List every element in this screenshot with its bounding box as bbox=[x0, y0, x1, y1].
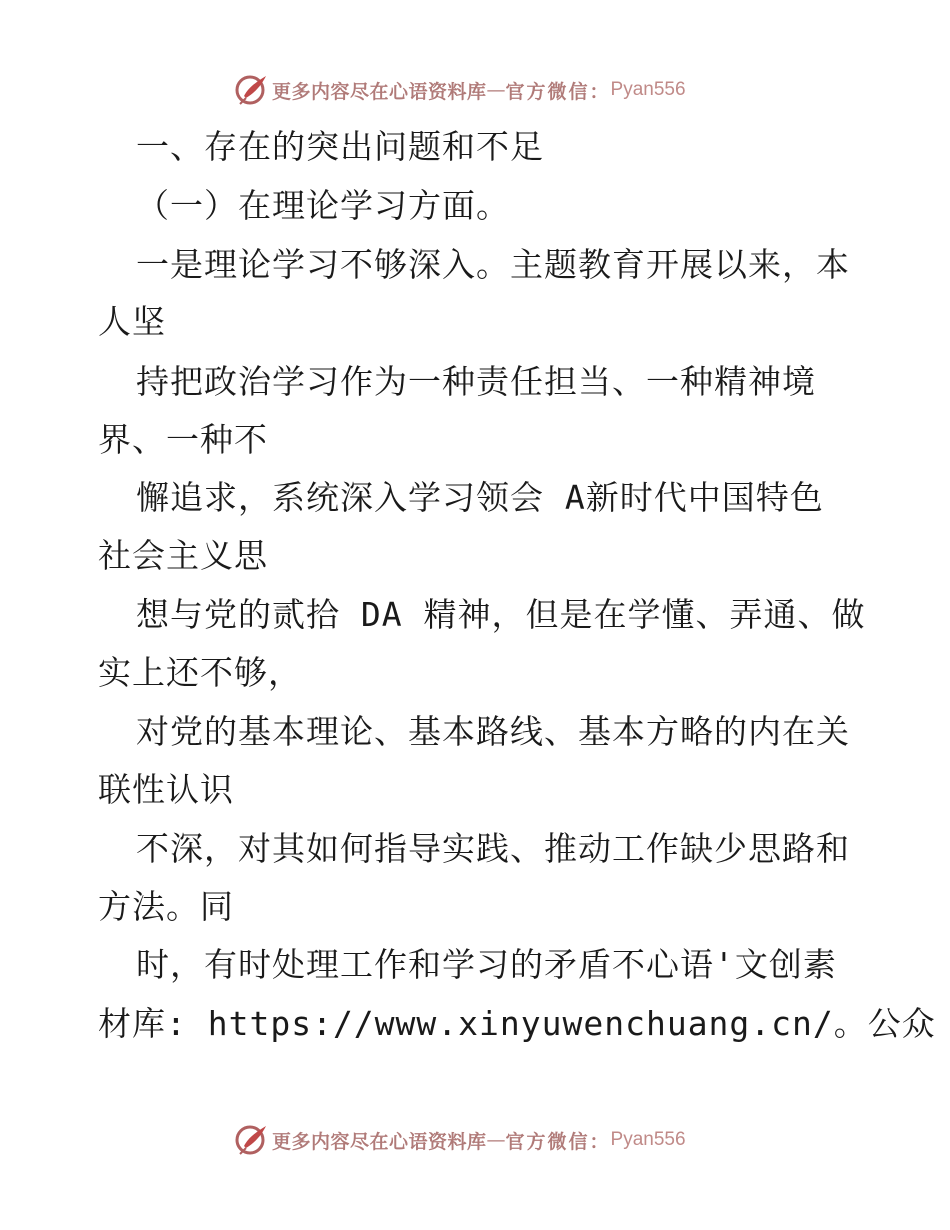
paragraph-line: 实上还不够， bbox=[98, 653, 302, 692]
paragraph-line: 想与党的贰拾 DA 精神，但是在学懂、弄通、做 bbox=[136, 595, 866, 634]
subsection-heading: （一）在理论学习方面。 bbox=[136, 186, 510, 225]
watermark-site-text: 更多内容尽在心语资料库 bbox=[272, 80, 487, 103]
watermark-separator: — bbox=[486, 1129, 506, 1151]
watermark-separator: — bbox=[486, 79, 506, 101]
feather-quill-icon bbox=[234, 1122, 270, 1158]
paragraph-line: 一是理论学习不够深入。主题教育开展以来，本 bbox=[136, 245, 850, 284]
paragraph-line: 方法。同 bbox=[98, 887, 234, 926]
paragraph-line: 联性认识 bbox=[98, 770, 234, 809]
paragraph-line: 不深，对其如何指导实践、推动工作缺少思路和 bbox=[136, 829, 850, 868]
paragraph-line: 时，有时处理工作和学习的矛盾不心语'文创素 bbox=[136, 945, 837, 984]
footer-watermark bbox=[234, 1120, 686, 1160]
watermark-label: 官方微信： bbox=[505, 1130, 611, 1153]
paragraph-line: 对党的基本理论、基本路线、基本方略的内在关 bbox=[136, 712, 850, 751]
paragraph-line: 持把政治学习作为一种责任担当、一种精神境 bbox=[136, 362, 816, 401]
watermark-wechat-id: Pyan556 bbox=[610, 1129, 686, 1150]
paragraph-line: 懈追求，系统深入学习领会 A新时代中国特色 bbox=[136, 478, 824, 517]
paragraph-line: 界、一种不 bbox=[98, 420, 268, 459]
watermark-wechat-id: Pyan556 bbox=[610, 79, 686, 100]
watermark-label: 官方微信： bbox=[505, 80, 611, 103]
section-heading: 一、存在的突出问题和不足 bbox=[136, 127, 544, 166]
paragraph-line: 材库: https://www.xinyuwenchuang.cn/。公众 bbox=[98, 1004, 936, 1043]
watermark-site-text: 更多内容尽在心语资料库 bbox=[272, 1130, 487, 1153]
paragraph-line: 人坚 bbox=[98, 302, 166, 341]
paragraph-line: 社会主义思 bbox=[98, 536, 268, 575]
